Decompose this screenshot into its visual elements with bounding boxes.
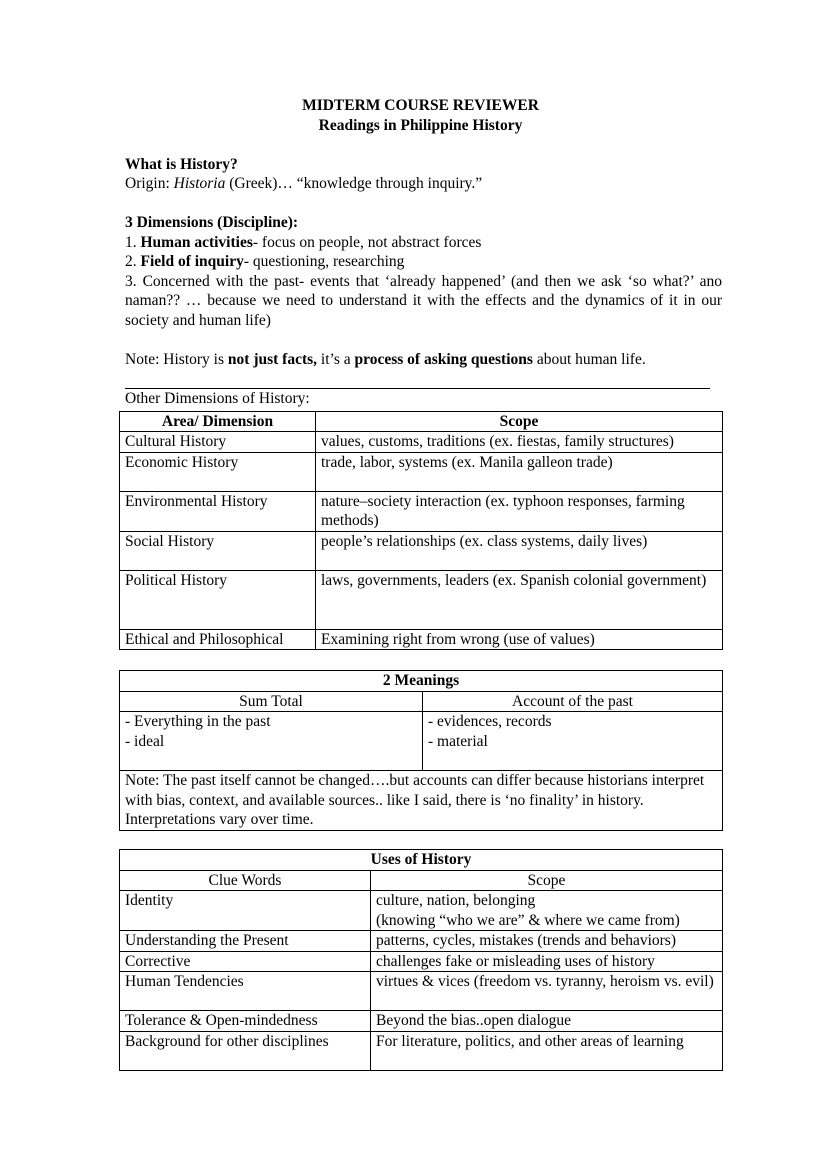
account-line1: - evidences, records bbox=[428, 713, 552, 730]
uses-scope-header: Scope bbox=[371, 870, 723, 891]
clue-cell: Tolerance & Open-mindedness bbox=[120, 1011, 371, 1032]
account-line2: - material bbox=[428, 732, 488, 750]
scope-cell: patterns, cycles, mistakes (trends and behaviors) bbox=[371, 931, 723, 952]
note-prefix: Note: History is bbox=[125, 350, 228, 368]
scope-cell: Examining right from wrong (use of values) bbox=[316, 629, 723, 650]
area-cell: Social History bbox=[120, 531, 316, 570]
scope-cell: trade, labor, systems (ex. Manila galleon trade) bbox=[316, 452, 723, 491]
table-header-row bbox=[120, 870, 723, 891]
scope-cell: challenges fake or misleading uses of history bbox=[371, 951, 723, 972]
scope-cell: people’s relationships (ex. class systems, daily lives) bbox=[316, 531, 723, 570]
dimension-item-2 bbox=[119, 252, 722, 272]
note-mid: it’s a bbox=[317, 350, 355, 368]
other-dimensions-table bbox=[119, 411, 723, 651]
account-header: Account of the past bbox=[423, 691, 723, 712]
other-dimensions-heading: Other Dimensions of History: bbox=[125, 390, 310, 407]
dimension-item-3: 3. Concerned with the past- events that ‘already happened’ (and then we ask ‘so what?’ ano naman?? … because we need to understand it with the effects and the dynamics of it in our society and human life) bbox=[125, 272, 722, 329]
scope-cell: For literature, politics, and other areas of learning bbox=[371, 1031, 723, 1070]
two-meanings-table bbox=[119, 670, 723, 831]
table-header-row bbox=[120, 691, 723, 712]
note-bold-1: not just facts, bbox=[227, 350, 318, 368]
table-title-row bbox=[120, 671, 723, 692]
scope-cell: virtues & vices (freedom vs. tyranny, heroism vs. evil) bbox=[371, 972, 723, 1011]
scope-cell: nature–society interaction (ex. typhoon responses, farming methods) bbox=[316, 491, 723, 531]
sum-total-line2: - ideal bbox=[125, 732, 165, 750]
table-row bbox=[120, 1031, 723, 1070]
note-suffix: about human life. bbox=[532, 350, 646, 368]
table-row bbox=[120, 712, 723, 771]
table-header-row bbox=[120, 411, 723, 432]
item1-number: 1. bbox=[125, 233, 141, 251]
scope-cell bbox=[371, 891, 723, 931]
note-line bbox=[119, 350, 722, 370]
scope-cell: values, customs, traditions (ex. fiestas, family structures) bbox=[316, 432, 723, 453]
scope-cell: Beyond the bias..open dialogue bbox=[371, 1011, 723, 1032]
origin-prefix: Origin: bbox=[125, 175, 174, 192]
item2-number: 2. bbox=[125, 253, 141, 270]
clue-cell: Background for other disciplines bbox=[120, 1031, 371, 1070]
origin-term: Historia bbox=[173, 175, 226, 192]
clue-cell: Corrective bbox=[120, 951, 371, 972]
dimensions-heading: 3 Dimensions (Discipline): bbox=[125, 214, 299, 231]
two-meanings-title: 2 Meanings bbox=[120, 671, 723, 692]
dimension-item-1 bbox=[119, 233, 722, 253]
sum-total-line1: - Everything in the past bbox=[125, 713, 271, 730]
area-cell: Ethical and Philosophical bbox=[120, 629, 316, 650]
item2-term: Field of inquiry bbox=[140, 253, 244, 270]
note-bold-2: process of asking questions bbox=[354, 350, 533, 368]
scope-cell: laws, governments, leaders (ex. Spanish colonial government) bbox=[316, 570, 723, 629]
table-row bbox=[120, 891, 723, 931]
area-cell: Environmental History bbox=[120, 491, 316, 531]
clue-words-header: Clue Words bbox=[120, 870, 371, 891]
origin-line bbox=[119, 174, 722, 194]
doc-title-line2: Readings in Philippine History bbox=[318, 116, 523, 134]
uses-of-history-table bbox=[119, 849, 723, 1071]
clue-cell: Human Tendencies bbox=[120, 972, 371, 1011]
origin-suffix: (Greek)… “knowledge through inquiry.” bbox=[225, 175, 483, 192]
doc-title bbox=[119, 96, 722, 135]
table-row bbox=[120, 432, 723, 453]
table-row bbox=[120, 531, 723, 570]
table-row bbox=[120, 452, 723, 491]
table-row bbox=[120, 972, 723, 1011]
sum-total-cell bbox=[120, 712, 423, 771]
area-dimension-header: Area/ Dimension bbox=[120, 411, 316, 432]
area-cell: Economic History bbox=[120, 452, 316, 491]
scope-line2: (knowing “who we are” & where we came from) bbox=[376, 911, 680, 929]
item1-rest: - focus on people, not abstract forces bbox=[252, 233, 482, 251]
table-row bbox=[120, 1011, 723, 1032]
item1-term: Human activities bbox=[140, 233, 253, 251]
two-meanings-note: Note: The past itself cannot be changed….but accounts can differ because historians interpret with bias, context, and available sources.. like I said, there is ‘no finality’ in history. Interpretations vary over time. bbox=[120, 771, 723, 831]
table-row bbox=[120, 570, 723, 629]
table-row bbox=[120, 629, 723, 650]
table-title-row bbox=[120, 850, 723, 871]
area-cell: Cultural History bbox=[120, 432, 316, 453]
sum-total-header: Sum Total bbox=[120, 691, 423, 712]
doc-title-line1: MIDTERM COURSE REVIEWER bbox=[302, 97, 539, 114]
clue-cell: Identity bbox=[120, 891, 371, 931]
scope-header: Scope bbox=[316, 411, 723, 432]
area-cell: Political History bbox=[120, 570, 316, 629]
table-row bbox=[120, 931, 723, 952]
what-is-history-heading: What is History? bbox=[125, 155, 238, 173]
account-cell bbox=[423, 712, 723, 771]
uses-title: Uses of History bbox=[120, 850, 723, 871]
table-row bbox=[120, 491, 723, 531]
clue-cell: Understanding the Present bbox=[120, 931, 371, 952]
table-note-row bbox=[120, 771, 723, 831]
table-row bbox=[120, 951, 723, 972]
scope-line1: culture, nation, belonging bbox=[376, 892, 536, 909]
item2-rest: - questioning, researching bbox=[243, 253, 405, 270]
